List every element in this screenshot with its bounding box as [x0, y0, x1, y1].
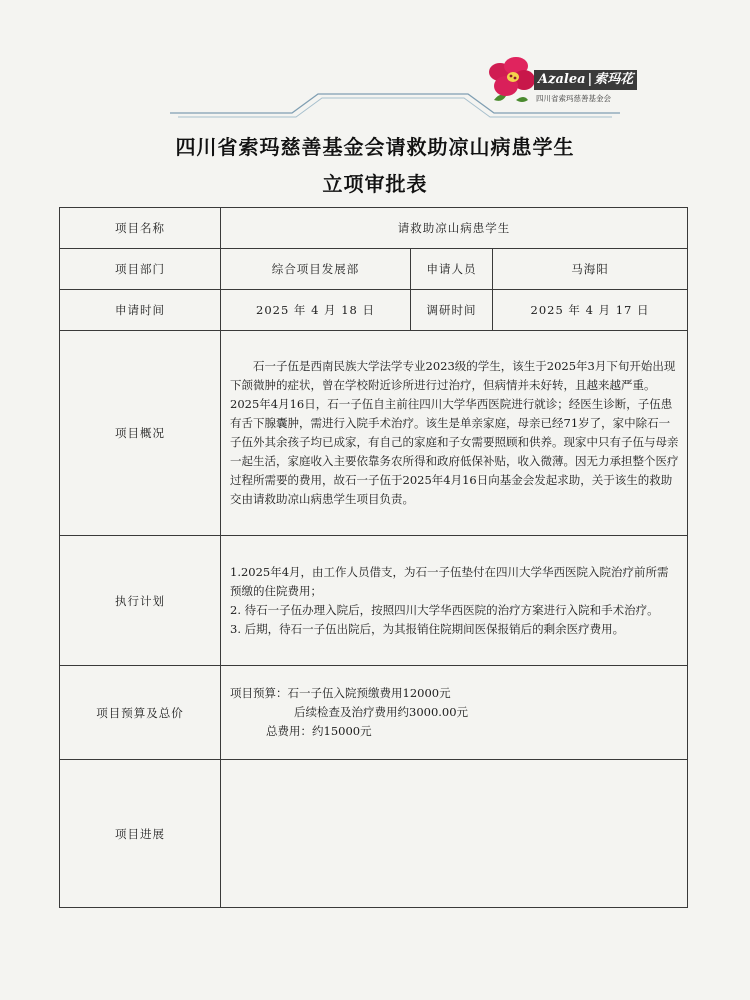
logo-brand-en: Azalea [538, 72, 586, 87]
budget-label: 项目预算及总价 [60, 666, 221, 760]
document-subtitle: 立项审批表 [322, 172, 428, 196]
overview-cell [221, 331, 688, 536]
logo-org-line: 四川省索玛慈善基金会 [536, 94, 611, 103]
overview-text: 石一子伍是西南民族大学法学专业2023级的学生，该生于2025年3月下旬开始出现下颌微肿的症状，曾在学校附近诊所进行过治疗，但病情并未好转，且越来越严重。2025年4月16日，石一子伍自主前往四川大学华西医院进行就诊；经医生诊断，子伍患有舌下腺囊肿，需进行入院手术治疗。该生是单亲家庭，母亲已经71岁了，家中除石一子伍外其余孩子均已成家，有自己的家庭和子女需要照顾和供养。现家中只有子伍与母亲一起生活，家庭收入主要依靠务农所得和政府低保补贴，收入微薄。因无力承担整个医疗过程所需要的费用，故石一子伍于2025年4月16日向基金会发起求助，关于该生的救助交由请救助凉山病患学生项目负责。 [230, 359, 679, 506]
row-budget [60, 666, 688, 760]
budget-line: 总费用：约15000元 [266, 724, 372, 738]
department-value: 综合项目发展部 [221, 249, 411, 290]
survey-time-label: 调研时间 [411, 290, 493, 331]
department-label: 项目部门 [60, 249, 221, 290]
row-dates [60, 290, 688, 331]
row-plan [60, 536, 688, 666]
plan-item: 1.2025年4月，由工作人员借支，为石一子伍垫付在四川大学华西医院入院治疗前所需预缴的住院费用； [230, 564, 669, 598]
plan-cell [221, 536, 688, 666]
progress-value [221, 760, 688, 908]
budget-line: 后续检查及治疗费用约3000.00元 [294, 705, 469, 719]
azalea-flower-icon [486, 56, 540, 106]
row-overview [60, 331, 688, 536]
plan-item: 3. 后期，待石一子伍出院后，为其报销住院期间医保报销后的剩余医疗费用。 [230, 621, 625, 636]
row-progress [60, 760, 688, 908]
project-name-label: 项目名称 [60, 208, 221, 249]
budget-cell [221, 666, 688, 760]
apply-time-value: 2025 年 4 月 18 日 [221, 290, 411, 331]
row-project-name [60, 208, 688, 249]
approval-form-table [59, 207, 688, 908]
project-name-value: 请救助凉山病患学生 [221, 208, 688, 249]
progress-label: 项目进展 [60, 760, 221, 908]
plan-item: 2. 待石一子伍办理入院后，按照四川大学华西医院的治疗方案进行入院和手术治疗。 [230, 602, 659, 617]
document-title: 四川省索玛慈善基金会请救助凉山病患学生 [175, 135, 575, 159]
applicant-label: 申请人员 [411, 249, 493, 290]
applicant-value: 马海阳 [493, 249, 688, 290]
logo-brand: Azalea | 索玛花 [534, 70, 637, 90]
budget-line: 项目预算：石一子伍入院预缴费用12000元 [230, 686, 451, 700]
apply-time-label: 申请时间 [60, 290, 221, 331]
row-department [60, 249, 688, 290]
plan-label: 执行计划 [60, 536, 221, 666]
logo-brand-cn: 索玛花 [594, 72, 634, 87]
survey-time-value: 2025 年 4 月 17 日 [493, 290, 688, 331]
foundation-logo [486, 56, 646, 108]
overview-label: 项目概况 [60, 331, 221, 536]
